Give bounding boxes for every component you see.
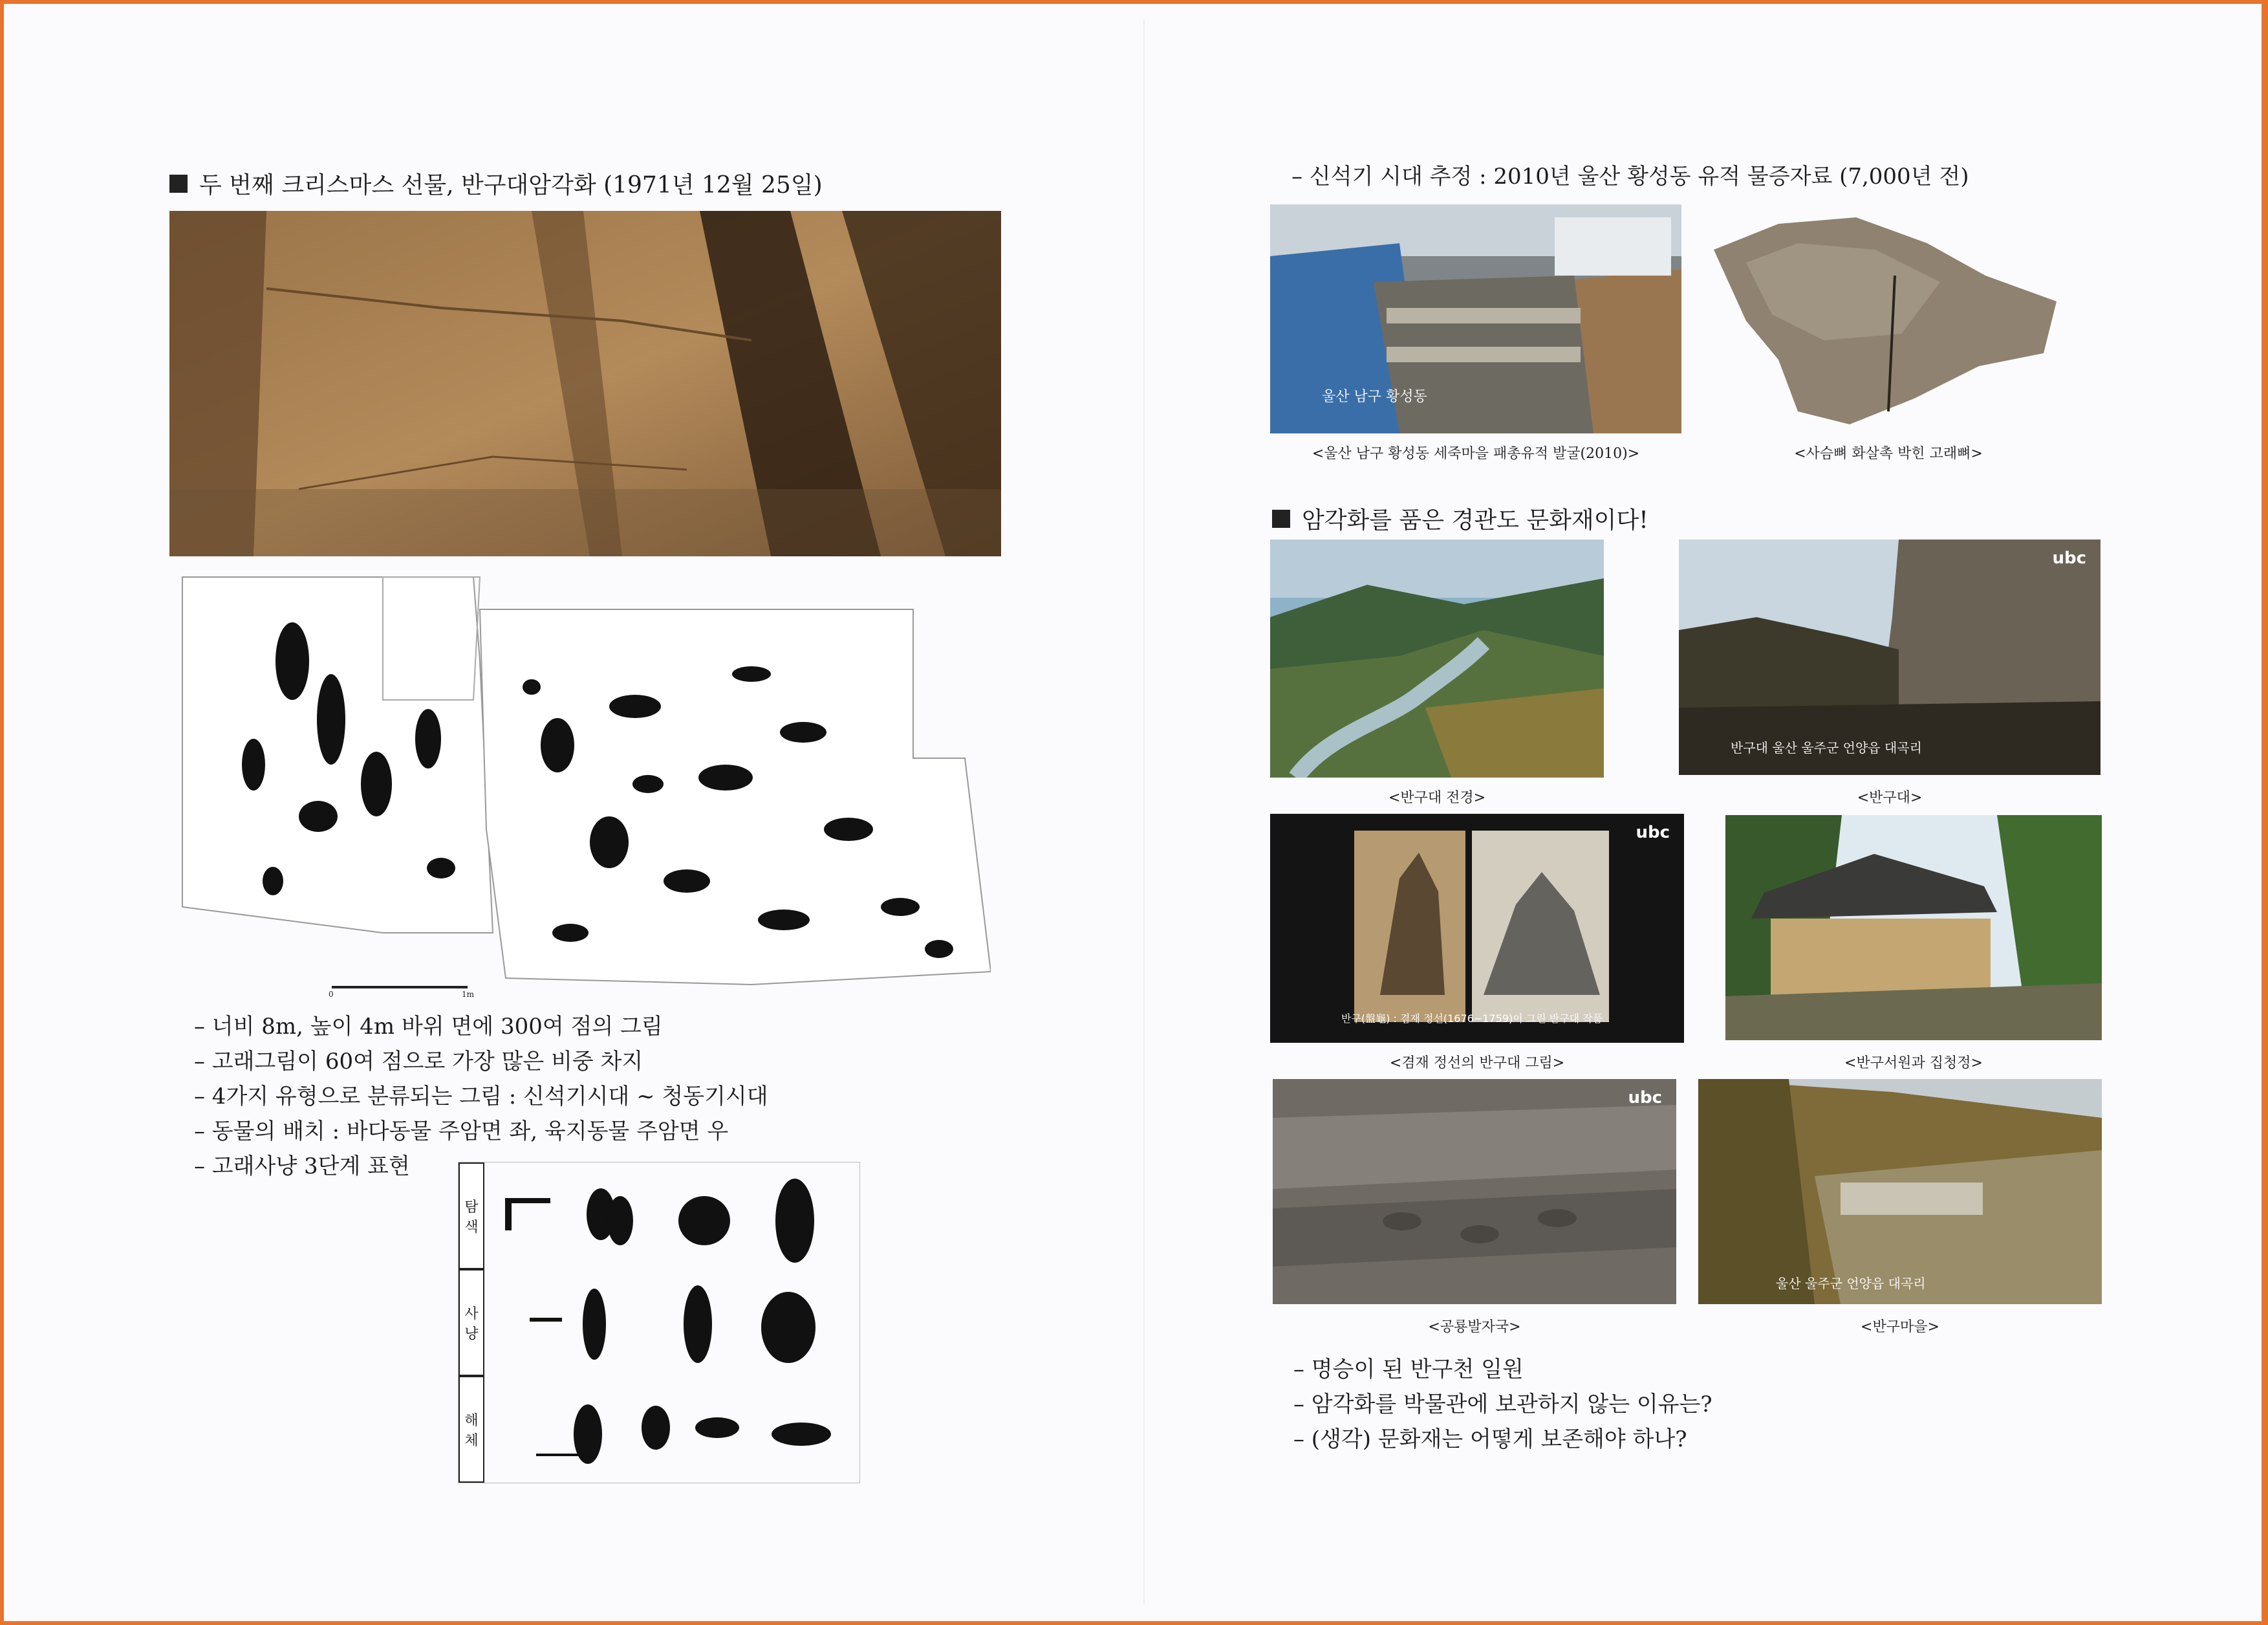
scale-label-1m: 1m	[462, 990, 475, 999]
left-bullet: – 고래사냥 3단계 표현	[194, 1153, 410, 1179]
left-bullet-list	[194, 1009, 768, 1184]
bangudae-panorama-photo	[1270, 540, 1604, 778]
right-bullet: – 명승이 된 반구천 일원	[1293, 1357, 1524, 1382]
petroglyph-rock-photo	[169, 211, 1001, 556]
left-bullet: – 고래그림이 60여 점으로 가장 많은 비중 차지	[194, 1049, 643, 1074]
jeongseon-painting-photo	[1270, 814, 1684, 1043]
whale-bone-caption: <사슴뼈 화살촉 박힌 고래뼈>	[1794, 446, 1983, 462]
left-bullet: – 너비 8m, 높이 4m 바위 면에 300여 점의 그림	[194, 1014, 663, 1040]
left-bullet: – 동물의 배치 : 바다동물 주암면 좌, 육지동물 주암면 우	[194, 1118, 729, 1144]
square-bullet-icon	[169, 175, 188, 193]
excavation-caption: <울산 남구 황성동 세죽마을 패총유적 발굴(2010)>	[1312, 446, 1640, 462]
photo-overlay-text: 반구대 울산 울주군 언양읍 대곡리	[1731, 740, 1922, 756]
ubc-logo: ubc	[1636, 823, 1670, 842]
photo-overlay-text: 반구(盤龜) : 겸재 정선(1676~1759)이 그린 반구대 작품	[1341, 1012, 1603, 1025]
photo-overlay-text: 울산 울주군 언양읍 대곡리	[1776, 1276, 1926, 1291]
photo-caption: <반구대 전경>	[1388, 790, 1486, 806]
right-bullet-list	[1293, 1352, 1712, 1457]
scale-label-zero: 0	[329, 990, 334, 999]
excavation-overlay-text: 울산 남구 황성동	[1322, 389, 1427, 405]
photo-caption: <반구마을>	[1861, 1319, 1939, 1335]
right-heading-text: 암각화를 품은 경관도 문화재이다!	[1302, 507, 1648, 534]
square-bullet-icon	[1272, 510, 1290, 528]
dinosaur-footprint-photo	[1273, 1079, 1676, 1304]
whale-figures	[491, 1162, 853, 1483]
stage-label-butcher: 해체	[459, 1376, 484, 1483]
scale-bar	[332, 986, 468, 988]
photo-caption: <반구서원과 집청정>	[1844, 1055, 1983, 1071]
left-heading-text: 두 번째 크리스마스 선물, 반구대암각화 (1971년 12월 25일)	[199, 172, 823, 199]
excavation-photo	[1270, 204, 1681, 433]
right-bullet: – 암각화를 박물관에 보관하지 않는 이유는?	[1293, 1391, 1712, 1417]
stage-label-search: 탐색	[459, 1162, 484, 1269]
bangu-seowon-photo	[1725, 815, 2102, 1040]
bangudae-cliff-photo	[1679, 540, 2101, 775]
whale-bone-photo	[1707, 204, 2069, 433]
left-heading	[169, 167, 823, 200]
ubc-logo: ubc	[1628, 1088, 1662, 1107]
right-heading	[1272, 502, 1648, 535]
ubc-logo: ubc	[2052, 549, 2086, 568]
petroglyph-line-drawing	[169, 571, 991, 992]
stage-label-hunt: 사냥	[459, 1269, 484, 1376]
page-fold	[1143, 19, 1145, 1604]
whaling-stages-table	[458, 1162, 860, 1483]
right-bullet: – (생각) 문화재는 어떻게 보존해야 하나?	[1293, 1426, 1687, 1452]
photo-caption: <겸재 정선의 반구대 그림>	[1389, 1055, 1565, 1071]
photo-caption: <공룡발자국>	[1428, 1319, 1521, 1335]
right-top-bullet: – 신석기 시대 추정 : 2010년 울산 황성동 유적 물증자료 (7,000년 전)	[1291, 164, 1969, 190]
bangu-village-photo	[1698, 1079, 2102, 1304]
left-bullet: – 4가지 유형으로 분류되는 그림 : 신석기시대 ~ 청동기시대	[194, 1084, 768, 1109]
photo-caption: <반구대>	[1857, 790, 1923, 806]
